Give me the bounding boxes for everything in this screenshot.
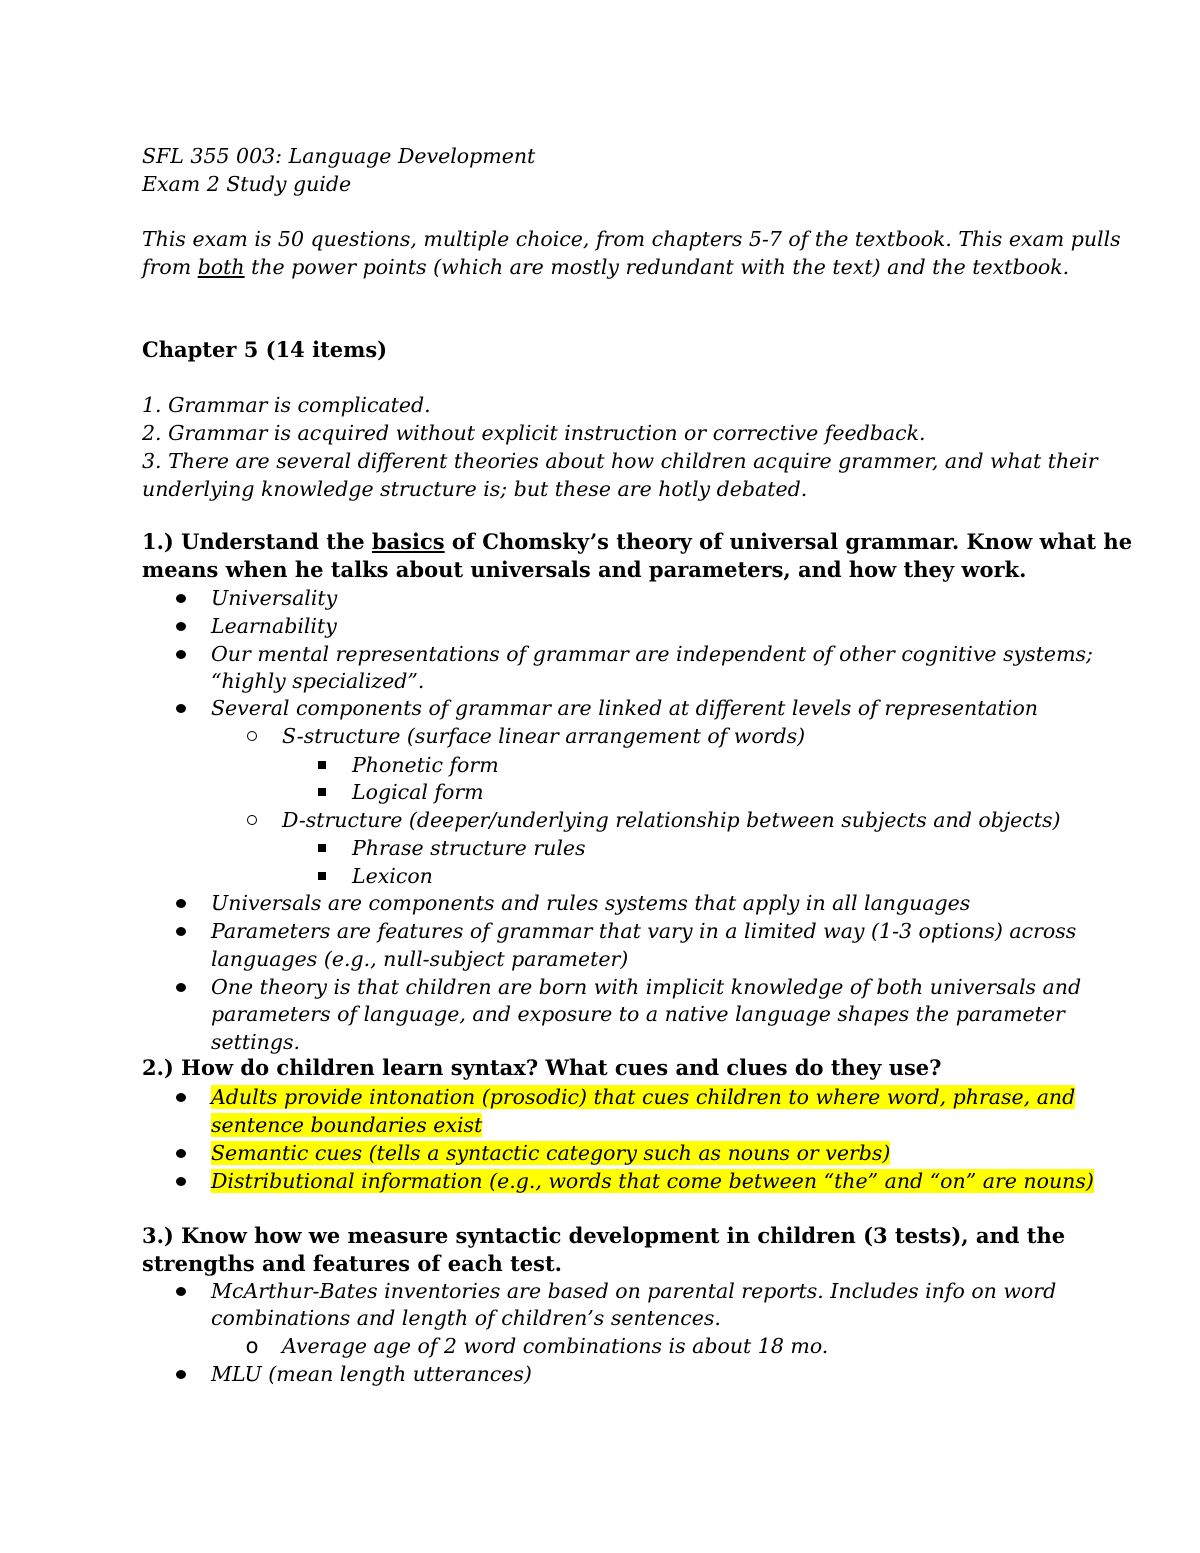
sub-bullet-letter: o xyxy=(245,1334,259,1358)
intro-text: from xyxy=(142,255,198,279)
bullet xyxy=(174,612,188,640)
list-item-cont: “highly specialized”. xyxy=(211,669,425,693)
bullet xyxy=(174,1277,188,1305)
question-text: 1.) Understand the xyxy=(142,529,372,554)
list-item: MLU (mean length utterances) xyxy=(211,1362,532,1386)
intro-line-2 xyxy=(142,253,1069,281)
bullet xyxy=(174,917,188,945)
square-bullet xyxy=(315,834,329,862)
highlighted-text: Distributional information (e.g., words that come between “the” and “on” are nouns) xyxy=(211,1169,1094,1193)
highlighted-text: sentence boundaries exist xyxy=(211,1113,483,1137)
bullet xyxy=(174,973,188,1001)
square-bullet xyxy=(315,778,329,806)
bullet xyxy=(174,694,188,722)
question-underlined-word: basics xyxy=(371,529,445,554)
key-point-3: 3. There are several different theories about how children acquire grammer, and what their xyxy=(142,449,1098,473)
intro-text: the power points (which are mostly redundant with the text) and the textbook. xyxy=(244,255,1070,279)
list-item: Universals are components and rules systems that apply in all languages xyxy=(211,891,971,915)
sub-sub-list-item: Lexicon xyxy=(352,864,433,888)
list-item: Universality xyxy=(211,586,338,610)
intro-underlined-word: both xyxy=(197,255,245,279)
list-item-cont: combinations and length of children’s sentences. xyxy=(211,1306,721,1330)
question-3-heading: 3.) Know how we measure syntactic development in children (3 tests), and the xyxy=(142,1223,1066,1248)
highlighted-text: Semantic cues (tells a syntactic category such as nouns or verbs) xyxy=(211,1141,891,1165)
bullet xyxy=(174,1083,188,1111)
sub-list-item: D-structure (deeper/underlying relationship between subjects and objects) xyxy=(282,808,1061,832)
chapter-5-heading: Chapter 5 (14 items) xyxy=(142,337,388,362)
question-1-heading xyxy=(142,528,1132,556)
question-text: of Chomsky’s theory of universal grammar. Know what he xyxy=(444,529,1133,554)
key-point-1: 1. Grammar is complicated. xyxy=(142,393,431,417)
list-item: Learnability xyxy=(211,614,337,638)
document-subtitle: Exam 2 Study guide xyxy=(142,172,352,196)
list-item: Several components of grammar are linked at different levels of representation xyxy=(211,696,1038,720)
sub-sub-list-item: Logical form xyxy=(352,780,484,804)
list-item: McArthur-Bates inventories are based on parental reports. Includes info on word xyxy=(211,1279,1057,1303)
question-1-heading-cont: means when he talks about universals and parameters, and how they work. xyxy=(142,557,1027,582)
highlighted-text: Adults provide intonation (prosodic) that cues children to where word, phrase, and xyxy=(211,1085,1076,1109)
bullet xyxy=(174,584,188,612)
bullet xyxy=(174,1360,188,1388)
sub-sub-list-item: Phrase structure rules xyxy=(352,836,586,860)
highlighted-list-item xyxy=(211,1139,890,1167)
highlighted-list-item xyxy=(211,1083,1075,1111)
list-item: Parameters are features of grammar that vary in a limited way (1-3 options) across xyxy=(211,919,1077,943)
course-title: SFL 355 003: Language Development xyxy=(142,144,536,168)
square-bullet xyxy=(315,862,329,890)
list-item-cont: languages (e.g., null-subject parameter) xyxy=(211,947,629,971)
list-item-cont: parameters of language, and exposure to a native language shapes the parameter xyxy=(211,1002,1065,1026)
bullet xyxy=(174,1139,188,1167)
key-point-2: 2. Grammar is acquired without explicit instruction or corrective feedback. xyxy=(142,421,926,445)
intro-line-1: This exam is 50 questions, multiple choice, from chapters 5-7 of the textbook. This exam pulls xyxy=(142,227,1121,251)
list-item: Our mental representations of grammar are independent of other cognitive systems; xyxy=(211,642,1093,666)
sub-bullet xyxy=(245,806,259,834)
sub-sub-list-item: Phonetic form xyxy=(352,753,499,777)
highlighted-list-item-cont xyxy=(211,1111,482,1139)
bullet xyxy=(174,640,188,668)
bullet xyxy=(174,889,188,917)
key-point-3-cont: underlying knowledge structure is; but these are hotly debated. xyxy=(142,477,808,501)
sub-list-item: Average age of 2 word combinations is about 18 mo. xyxy=(282,1334,829,1358)
sub-list-item: S-structure (surface linear arrangement of words) xyxy=(282,724,806,748)
square-bullet xyxy=(315,751,329,779)
list-item-cont: settings. xyxy=(211,1030,301,1054)
list-item: One theory is that children are born with implicit knowledge of both universals and xyxy=(211,975,1082,999)
highlighted-list-item xyxy=(211,1167,1094,1195)
sub-bullet xyxy=(245,722,259,750)
question-3-heading-cont: strengths and features of each test. xyxy=(142,1251,562,1276)
bullet xyxy=(174,1167,188,1195)
question-2-heading: 2.) How do children learn syntax? What cues and clues do they use? xyxy=(142,1055,942,1080)
